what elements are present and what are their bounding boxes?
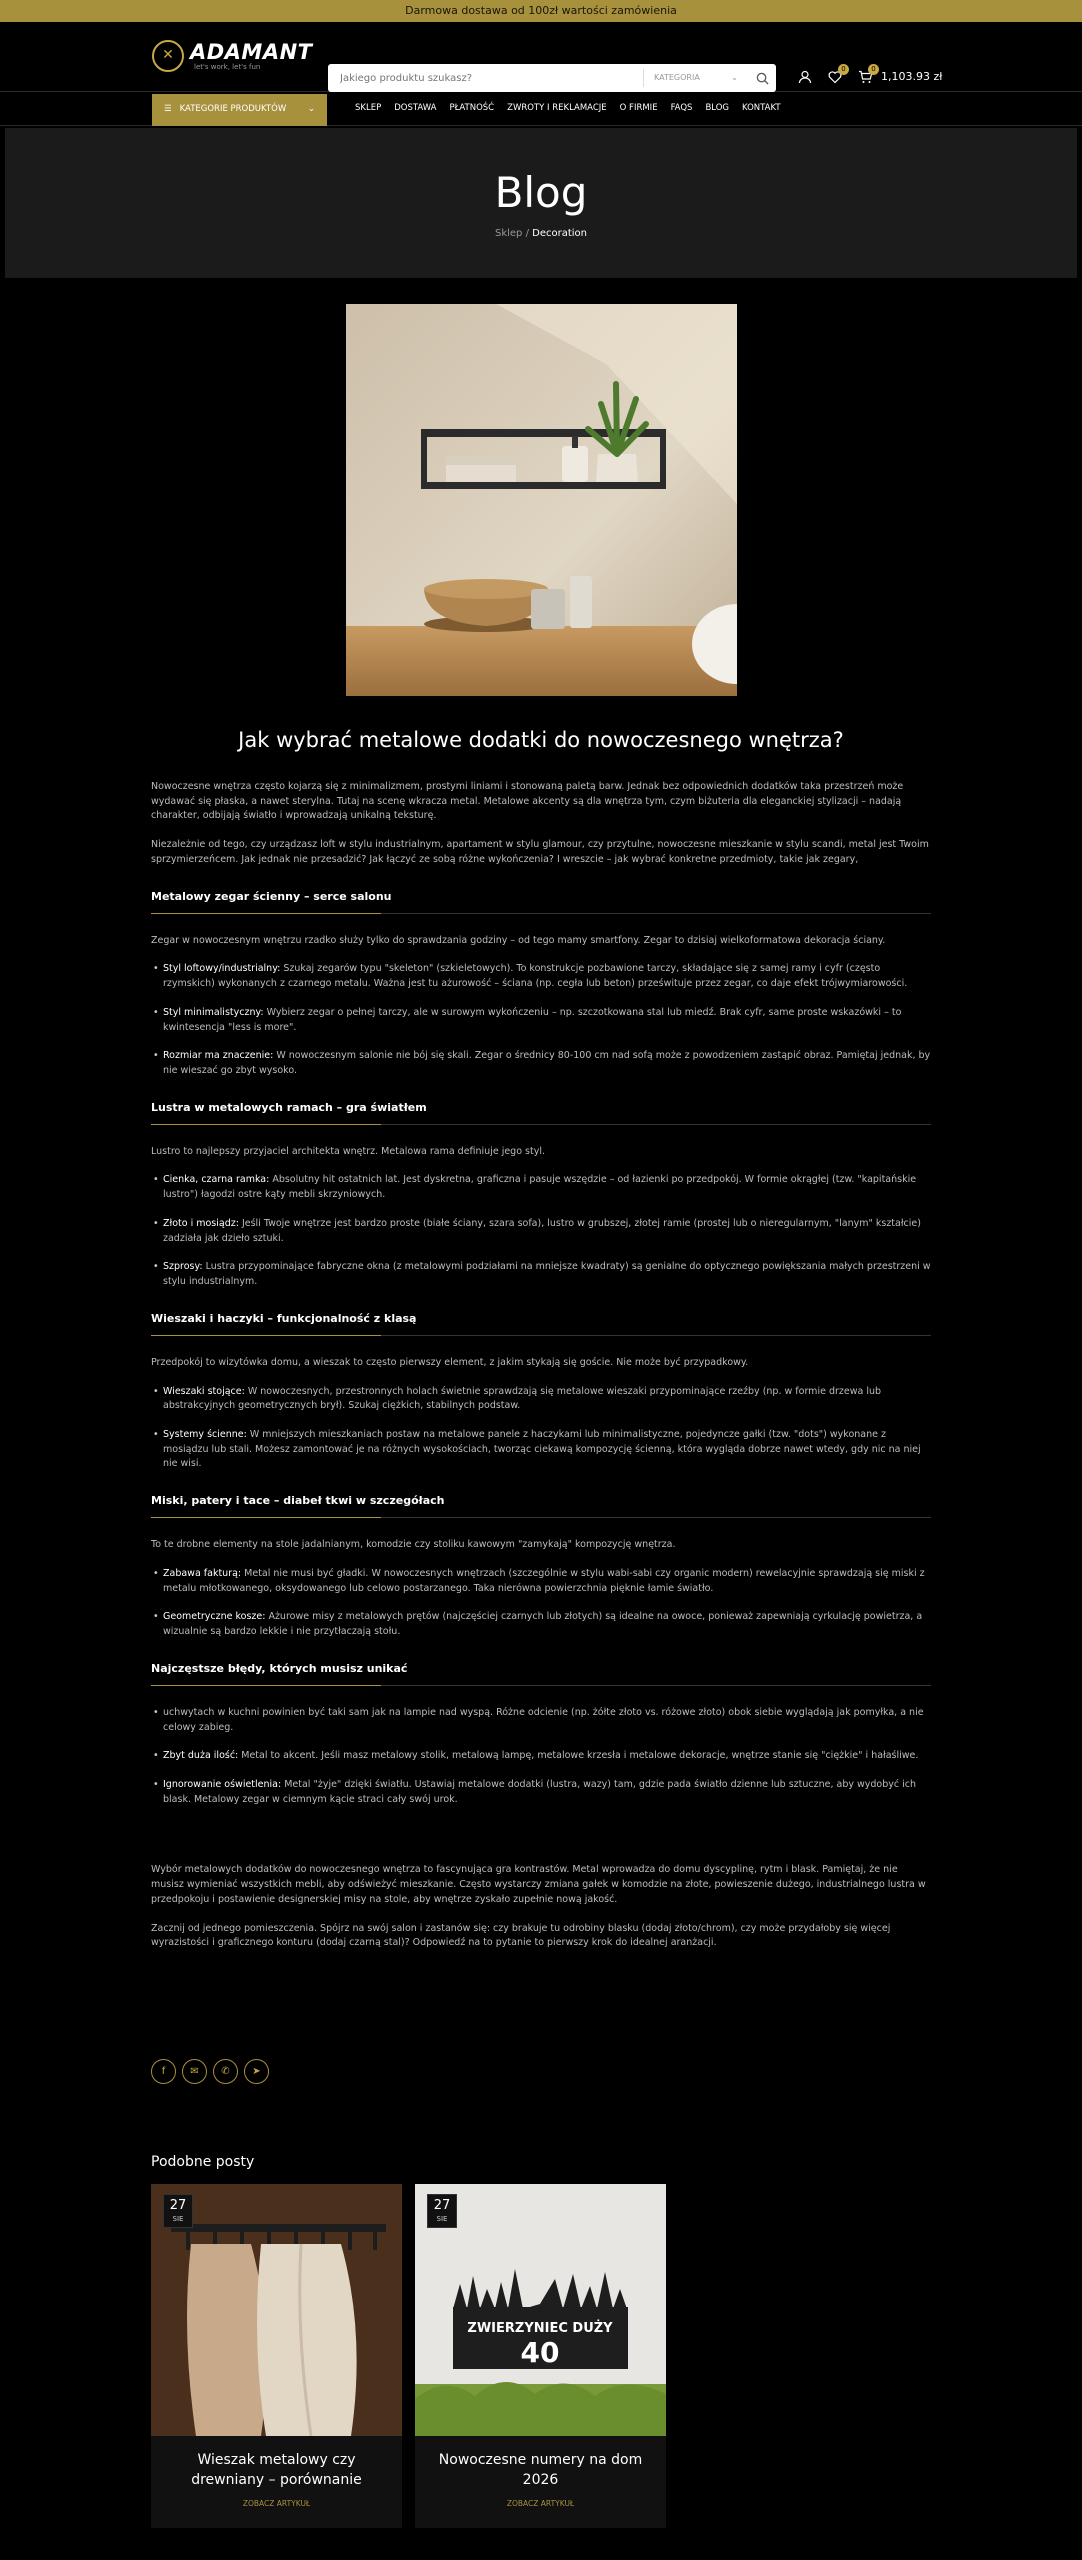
wishlist-button[interactable] — [827, 64, 846, 85]
section-heading: Metalowy zegar ścienny – serce salonu — [151, 888, 931, 914]
section-lead: To te drobne elementy na stole jadalnianym, komodzie czy stoliku kawowym "zamykają" kompozycję wnętrza. — [151, 1539, 676, 1551]
list-item: • Styl loftowy/industrialny: Szukaj zegarów typu "skeleton" (szkieletowych). To konstrukcje pozbawione tarczy, składające się z samej ramy i cyfr (często rzymskich) wykonanych z czarnego metalu. Ważna jest tu ażurowość – ściana (np. cegła lub beton) prześwituje przez zegar, co daje efekt trójwymiarowości. — [151, 962, 931, 991]
search-category-label: KATEGORIA — [654, 73, 700, 82]
section-heading: Miski, patery i tace – diabeł tkwi w szczegółach — [151, 1492, 931, 1518]
read-article-link[interactable]: ZOBACZ ARTYKUŁ — [242, 2499, 311, 2508]
bullet-list — [151, 1567, 931, 1640]
promo-text: Darmowa dostawa od 100zł wartości zamówienia — [405, 4, 677, 17]
chevron-down-icon: ⌄ — [307, 104, 315, 115]
article-paragraph: Wybór metalowych dodatków do nowoczesnego wnętrza to fascynująca gra kontrastów. Metal wprowadza do domu dyscyplinę, rytm i blask. Pamiętaj, że nie musisz wymieniać wszystkich mebli, aby odświeżyć mieszkanie. Często wystarczy zmiana gałek w komodzie na złote, powieszenie dużego, industrialnego lustra w przedpokoju i postawienie designerskiej misy na stole, aby wnętrze zyskało zupełnie nową jakość. — [151, 1864, 926, 1905]
section-lead: Zegar w nowoczesnym wnętrzu rzadko służy tylko do sprawdzania godziny – od tego mamy smartfony. Zegar to dzisiaj wielkoformatowa dekoracja ściany. — [151, 934, 886, 946]
breadcrumb-separator: / — [525, 228, 529, 239]
search-button[interactable] — [748, 64, 776, 92]
list-item: • Geometryczne kosze: Ażurowe misy z metalowych prętów (najczęściej czarnych lub złotych) są idealne na owoce, ponieważ zapewniają cyrkulację powietrza, a wizualnie są bardzo lekkie i nie przytłaczają stołu. — [151, 1610, 931, 1639]
article-paragraph: Zacznij od jednego pomieszczenia. Spójrz na swój salon i zastanów się: czy brakuje tu odrobiny blasku (dodaj złoto/chrom), czy może przydałoby się więcej wyrazistości i graficznego konturu (dodaj czarną stal)? Odpowiedź na to pytanie to pierwszy krok do idealnej aranżacji. — [151, 1922, 891, 1949]
list-item: • Ignorowanie oświetlenia: Metal "żyje" dzięki światłu. Ustawiaj metalowe dodatki (lustra, wazy) tam, gdzie pada światło dzienne lub sztuczne, aby wydobyć ich blask. Metalowy zegar w ciemnym kącie straci cały swój urok. — [151, 1778, 931, 1807]
read-article-link[interactable]: ZOBACZ ARTYKUŁ — [506, 2499, 575, 2508]
section-lead: Przedpokój to wizytówka domu, a wieszak to często pierwszy element, z jakim stykają się goście. Nie może być przypadkowy. — [151, 1356, 749, 1368]
related-post-image[interactable] — [415, 2184, 666, 2436]
wishlist-count-badge: 0 — [838, 64, 849, 75]
breadcrumb-home[interactable]: Sklep — [494, 228, 523, 239]
list-item: • Złoto i mosiądz: Jeśli Twoje wnętrze jest bardzo proste (białe ściany, szara sofa), lustro w grubszej, złotej ramie (prostej lub o nieregularnym, "lanym" kształcie) zadziała jak dzieło sztuki. — [151, 1217, 931, 1246]
article-title: Jak wybrać metalowe dodatki do nowoczesnego wnętrza? — [238, 728, 844, 752]
site-logo[interactable] — [152, 40, 313, 72]
cart-total[interactable]: 1,103.93 zł — [881, 70, 943, 83]
related-post-card[interactable] — [415, 2184, 666, 2528]
product-categories-label: KATEGORIE PRODUKTÓW — [179, 104, 287, 115]
list-item: • Zbyt duża ilość: Metal to akcent. Jeśli masz metalowy stolik, metalową lampę, metalowe krzesła i metalowe dekoracje, wnętrze stanie się "ciężkie" i hałaśliwe. — [151, 1749, 931, 1764]
list-item: • Cienka, czarna ramka: Absolutny hit ostatnich lat. Jest dyskretna, graficzna i pasuje wszędzie – od łazienki po przedpokój. W formie okrągłej (tzw. "kapitańskie lustro") łagodzi ostre kąty mebli skrzyniowych. — [151, 1173, 931, 1202]
user-icon — [798, 70, 812, 84]
list-item: • uchwytach w kuchni powinien być taki sam jak na lampie nad wyspą. Różne odcienie (np. żółte złoto vs. różowe złoto) obok siebie wyglądają jak pomyłka, a nie celowy zabieg. — [151, 1706, 931, 1735]
cart-count-badge: 0 — [868, 64, 879, 75]
bullet-list — [151, 1706, 931, 1808]
article-body — [151, 780, 931, 1965]
search-input[interactable] — [328, 64, 643, 92]
whatsapp-icon[interactable]: ✆ — [213, 2059, 238, 2084]
breadcrumb — [5, 226, 1077, 242]
logo-name: ADAMANT — [190, 39, 313, 64]
list-item: • Styl minimalistyczny: Wybierz zegar o pełnej tarczy, ale w surowym wykończeniu – np. szczotkowana stal lub miedź. Brak cyfr, same proste wskazówki – to kwintesencja "less is more". — [151, 1006, 931, 1035]
related-posts-title: Podobne posty — [151, 2154, 255, 2170]
top-promo-bar — [0, 0, 1082, 22]
related-post-title[interactable]: Wieszak metalowy czy drewniany – porównanie — [191, 2452, 362, 2488]
site-header — [0, 22, 1082, 92]
page-title-banner — [5, 128, 1077, 278]
chevron-down-icon: ⌄ — [731, 73, 738, 82]
section-lead: Lustro to najlepszy przyjaciel architekta wnętrz. Metalowa rama definiuje jego styl. — [151, 1145, 546, 1157]
nav-link-faqs[interactable]: FAQS — [670, 103, 693, 114]
related-post-title[interactable]: Nowoczesne numery na dom 2026 — [438, 2452, 643, 2488]
bullet-list — [151, 1173, 931, 1289]
section-heading: Wieszaki i haczyki – funkcjonalność z klasą — [151, 1310, 931, 1336]
post-date-badge: 27 SIE — [163, 2194, 193, 2228]
share-buttons — [151, 2059, 269, 2084]
section-heading: Najczęstsze błędy, których musisz unikać — [151, 1660, 931, 1686]
nav-link-kontakt[interactable]: KONTAKT — [741, 103, 781, 114]
nav-link-zwroty[interactable]: ZWROTY I REKLAMACJE — [507, 103, 607, 114]
nav-link-blog[interactable]: BLOG — [705, 103, 729, 114]
search-category-select[interactable] — [643, 69, 748, 87]
search-bar — [328, 64, 776, 92]
bullet-list — [151, 962, 931, 1078]
svg-text:ZWIERZYNIEC DUŻY: ZWIERZYNIEC DUŻY — [467, 2321, 613, 2336]
email-icon[interactable]: ✉ — [182, 2059, 207, 2084]
menu-icon: ☰ — [164, 104, 172, 115]
logo-mark-icon: ✕ — [152, 40, 184, 72]
article-paragraph: Niezależnie od tego, czy urządzasz loft w stylu industrialnym, apartament w stylu glamour, czy przytulne, nowoczesne mieszkanie w stylu scandi, metal jest Twoim sprzymierzeńcem. Jak jednak nie przesadzić? Jak łączyć ze sobą różne wykończenia? I wreszcie – jak wybrać konkretne przedmioty, takie jak zegary, — [151, 839, 929, 865]
main-navigation — [0, 92, 1082, 126]
telegram-icon[interactable]: ➤ — [244, 2059, 269, 2084]
header-actions — [797, 64, 943, 85]
list-item: • Rozmiar ma znaczenie: W nowoczesnym salonie nie bój się skali. Zegar o średnicy 80-100 cm nad sofą może z powodzeniem zastąpić obraz. Pamiętaj jednak, by nie wieszać go zbyt wysoko. — [151, 1049, 931, 1078]
section-heading: Lustra w metalowych ramach – gra światłem — [151, 1099, 931, 1125]
cart-button[interactable] — [857, 64, 876, 85]
list-item: • Szprosy: Lustra przypominające fabryczne okna (z metalowymi podziałami na mniejsze kwadraty) są genialne do optycznego powiększania małych przestrzeni w stylu industrialnym. — [151, 1260, 931, 1289]
svg-text:40: 40 — [520, 2336, 560, 2369]
product-categories-button[interactable] — [152, 94, 327, 126]
search-icon — [756, 72, 769, 85]
page-title: Blog — [494, 168, 588, 217]
nav-links — [355, 92, 781, 126]
list-item: • Wieszaki stojące: W nowoczesnych, przestronnych holach świetnie sprawdzają się metalowe wieszaki przypominające rzeźby (np. w formie drzewa lub abstrakcyjnych geometrycznych brył). Szukaj ciężkich, stabilnych podstaw. — [151, 1385, 931, 1414]
nav-link-o-firmie[interactable]: O FIRMIE — [619, 103, 658, 114]
featured-image — [346, 304, 737, 696]
nav-link-dostawa[interactable]: DOSTAWA — [394, 103, 437, 114]
related-post-card[interactable] — [151, 2184, 402, 2528]
account-button[interactable] — [797, 69, 813, 85]
facebook-icon[interactable]: f — [151, 2059, 176, 2084]
logo-tagline: let's work, let's fun — [194, 62, 261, 71]
nav-link-sklep[interactable]: SKLEP — [355, 103, 382, 114]
breadcrumb-current: Decoration — [532, 228, 588, 239]
nav-link-platnosc[interactable]: PŁATNOŚĆ — [449, 103, 495, 114]
related-post-image[interactable] — [151, 2184, 402, 2436]
article-paragraph: Nowoczesne wnętrza często kojarzą się z minimalizmem, prostymi liniami i stonowaną paletą barw. Jednak bez odpowiednich dodatków taka przestrzeń może wydawać się płaska, a nawet sterylna. Tutaj na scenę wkracza metal. Metalowe akcenty są dla wnętrza tym, czym biżuteria dla eleganckiej stylizacji – nadają charakter, odbijają światło i wprowadzają unikalną teksturę. — [151, 781, 904, 822]
list-item: • Zabawa fakturą: Metal nie musi być gładki. W nowoczesnych wnętrzach (szczególnie w stylu wabi-sabi czy organic modern) rewelacyjnie sprawdzają się miski z metalu młotkowanego, oksydowanego lub celowo postarzanego. Taka nierówna powierzchnia pięknie łamie światło. — [151, 1567, 931, 1596]
list-item: • Systemy ścienne: W mniejszych mieszkaniach postaw na metalowe panele z haczykami lub minimalistyczne, pojedyncze gałki (tzw. "dots") wykonane z mosiądzu lub stali. Możesz zamontować je na różnych wysokościach, tworząc ciekawą kompozycję ścienną, która wygląda dobrze nawet wtedy, gdy nic na niej nie wisi. — [151, 1428, 931, 1472]
post-date-badge: 27 SIE — [427, 2194, 457, 2228]
bullet-list — [151, 1385, 931, 1473]
